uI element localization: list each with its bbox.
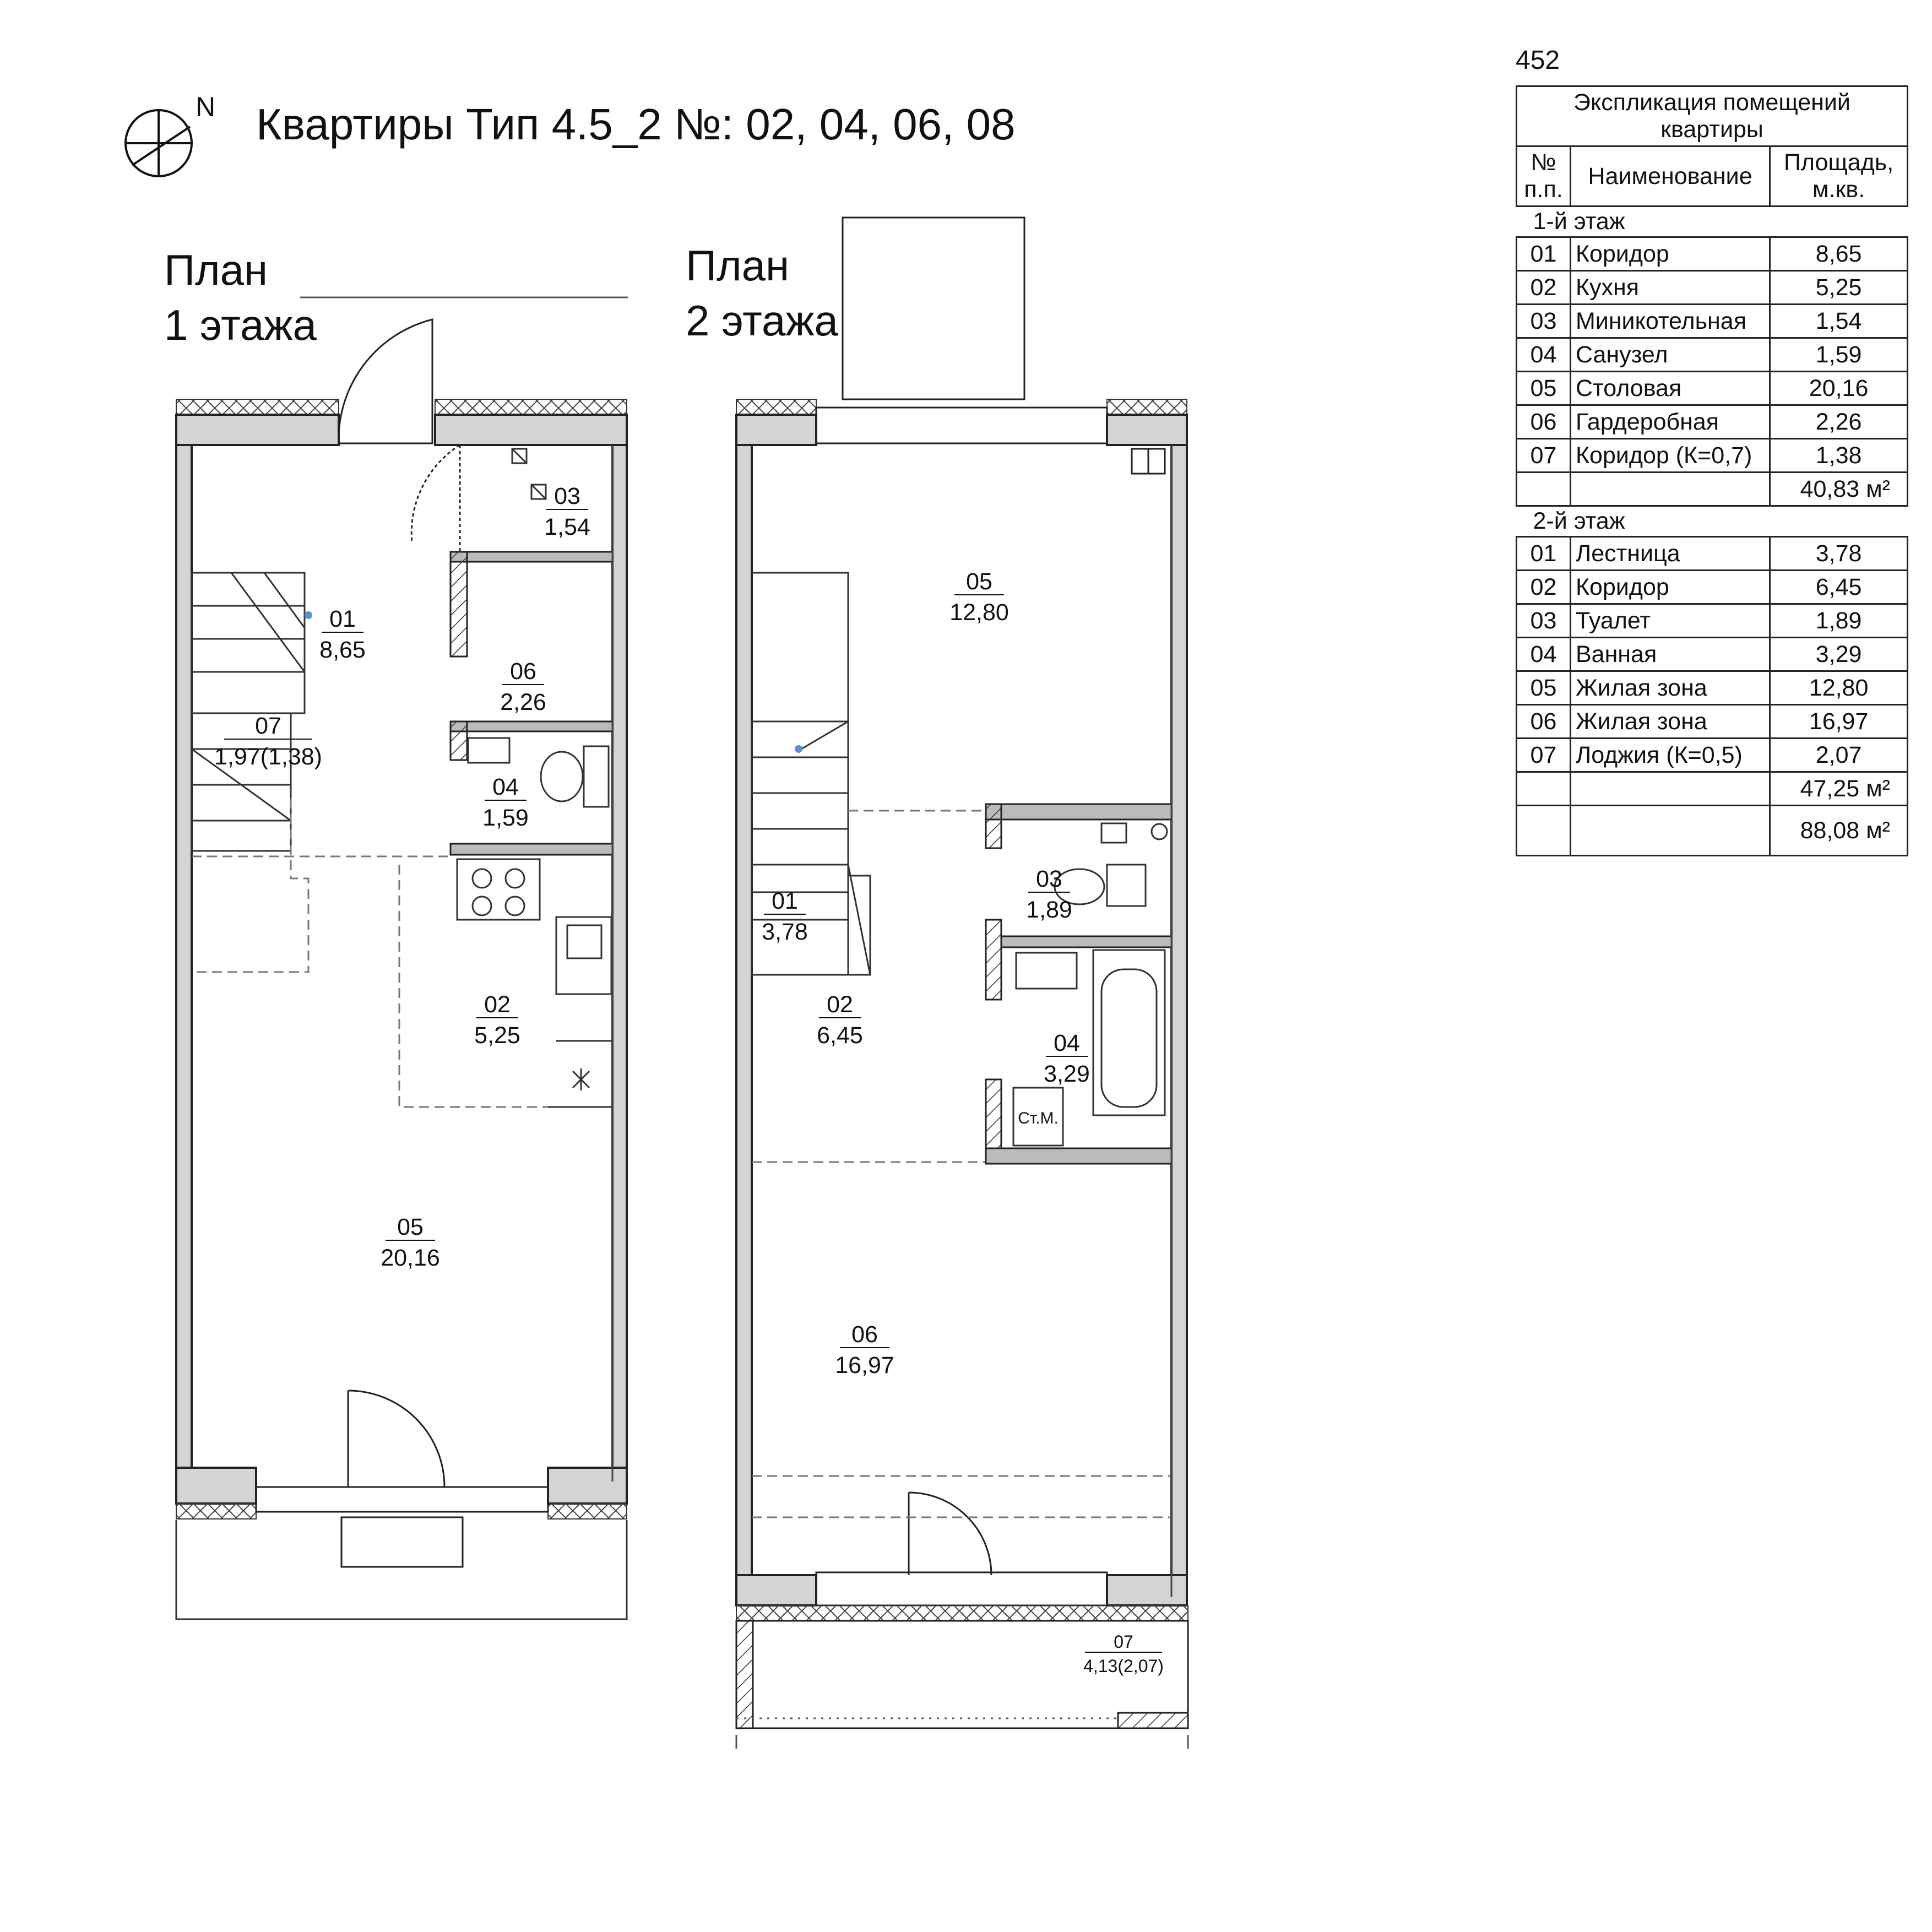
room-number: 07	[1114, 1632, 1133, 1652]
floor1-total-row	[1517, 473, 1908, 506]
room-label	[1083, 1632, 1164, 1676]
floor1-label-row	[1517, 207, 1908, 237]
cell-name: Лоджия (К=0,5)	[1570, 739, 1770, 772]
room-label	[1026, 866, 1072, 923]
room-label	[381, 1214, 440, 1271]
room-label	[835, 1321, 894, 1379]
floor2-plan	[736, 218, 1188, 1749]
cell-area: 1,38	[1770, 439, 1908, 473]
plan2-caption	[686, 238, 838, 348]
room-number: 06	[851, 1321, 878, 1348]
cell-area: 6,45	[1770, 571, 1908, 604]
cell-name: Столовая	[1570, 372, 1770, 405]
room-area: 12,80	[949, 599, 1009, 626]
room-number: 02	[827, 991, 853, 1018]
room-label	[544, 483, 590, 540]
table-row	[1517, 372, 1908, 405]
table-row	[1517, 305, 1908, 338]
table-caption: Экспликация помещений квартиры	[1517, 86, 1908, 146]
cell-area: 3,29	[1770, 638, 1908, 671]
room-number: 07	[255, 713, 281, 739]
room-area: 20,16	[381, 1245, 440, 1271]
table-row	[1517, 271, 1908, 305]
cell-name: Туалет	[1570, 604, 1770, 638]
table-row	[1517, 638, 1908, 671]
cell-num: 01	[1517, 237, 1571, 271]
cell-num: 04	[1517, 638, 1571, 671]
room-area: 1,54	[544, 514, 590, 540]
room-number: 01	[772, 888, 798, 914]
cell-name: Ванная	[1570, 638, 1770, 671]
floor2-total-row	[1517, 772, 1908, 806]
north-label: N	[196, 91, 216, 122]
cell-area: 20,16	[1770, 372, 1908, 405]
cell-num: 03	[1517, 604, 1571, 638]
cell-num: 05	[1517, 372, 1571, 405]
cell-area: 1,54	[1770, 305, 1908, 338]
room-schedule-table	[1516, 85, 1908, 856]
washing-machine-label: Ст.М.	[1018, 1109, 1059, 1127]
room-number: 04	[1054, 1030, 1080, 1056]
cell-num: 02	[1517, 271, 1571, 305]
plan1-line1: План	[164, 246, 268, 294]
room-area: 4,13(2,07)	[1083, 1656, 1164, 1676]
cell-name: Санузел	[1570, 338, 1770, 372]
cell-num: 03	[1517, 305, 1571, 338]
sheet-number: 452	[1516, 46, 1560, 75]
room-label	[1044, 1030, 1090, 1087]
cell-name: Гардеробная	[1570, 405, 1770, 439]
table-row	[1517, 237, 1908, 271]
room-number: 03	[1036, 866, 1062, 892]
cell-area: 2,07	[1770, 739, 1908, 772]
table-row	[1517, 338, 1908, 372]
room-label	[762, 888, 808, 945]
table-row	[1517, 604, 1908, 638]
room-area: 1,89	[1026, 897, 1072, 923]
table-row	[1517, 571, 1908, 604]
room-number: 05	[397, 1214, 424, 1240]
grand-total-row	[1517, 806, 1908, 856]
cell-num: 02	[1517, 571, 1571, 604]
room-area: 1,59	[482, 805, 529, 831]
plan1-line2: 1 этажа	[164, 301, 317, 349]
cell-area: 2,26	[1770, 405, 1908, 439]
cell-num: 04	[1517, 338, 1571, 372]
cell-num: 07	[1517, 439, 1571, 473]
cell-num: 01	[1517, 537, 1571, 571]
floor2-total: 47,25 м²	[1770, 772, 1908, 806]
table-row	[1517, 405, 1908, 439]
cell-name: Жилая зона	[1570, 705, 1770, 739]
header-num: № п.п.	[1517, 146, 1571, 207]
plan2-line1: План	[686, 241, 790, 290]
room-number: 01	[329, 606, 356, 632]
cell-num: 07	[1517, 739, 1571, 772]
cell-area: 1,89	[1770, 604, 1908, 638]
floor2-label-row	[1517, 506, 1908, 537]
table-row	[1517, 537, 1908, 571]
header-name: Наименование	[1570, 146, 1770, 207]
plan2-line2: 2 этажа	[686, 296, 838, 345]
room-number: 02	[484, 991, 511, 1018]
cell-name: Миникотельная	[1570, 305, 1770, 338]
table-caption-row	[1517, 86, 1908, 146]
room-area: 3,29	[1044, 1061, 1090, 1087]
floor2-room-labels	[762, 568, 1164, 1676]
table-row	[1517, 439, 1908, 473]
north-arrow-icon	[126, 110, 192, 176]
room-area: 6,45	[817, 1022, 863, 1049]
cell-area: 12,80	[1770, 671, 1908, 705]
floor1-total: 40,83 м²	[1770, 473, 1908, 506]
table-row	[1517, 739, 1908, 772]
room-label	[214, 713, 322, 770]
table-row	[1517, 671, 1908, 705]
cell-area: 3,78	[1770, 537, 1908, 571]
room-number: 05	[966, 568, 992, 595]
room-area: 3,78	[762, 919, 808, 945]
cell-name: Жилая зона	[1570, 671, 1770, 705]
room-label	[949, 568, 1009, 626]
room-number: 03	[554, 483, 580, 509]
floor1-label: 1-й этаж	[1533, 208, 1625, 235]
cell-area: 16,97	[1770, 705, 1908, 739]
cell-area: 8,65	[1770, 237, 1908, 271]
room-number: 04	[492, 774, 519, 800]
cell-name: Кухня	[1570, 271, 1770, 305]
cell-num: 05	[1517, 671, 1571, 705]
room-area: 16,97	[835, 1352, 894, 1379]
floor1-room-labels	[214, 483, 590, 1271]
cell-name: Лестница	[1570, 537, 1770, 571]
header-area: Площадь, м.кв.	[1770, 146, 1908, 207]
table-row	[1517, 705, 1908, 739]
cell-area: 5,25	[1770, 271, 1908, 305]
room-label	[817, 991, 863, 1049]
plan1-caption	[164, 242, 317, 352]
cell-name: Коридор (К=0,7)	[1570, 439, 1770, 473]
cell-area: 1,59	[1770, 338, 1908, 372]
cell-name: Коридор	[1570, 237, 1770, 271]
cell-name: Коридор	[1570, 571, 1770, 604]
cell-num: 06	[1517, 405, 1571, 439]
table-header-row	[1517, 146, 1908, 207]
room-area: 2,26	[500, 689, 546, 715]
room-area: 1,97(1,38)	[214, 744, 323, 770]
room-label	[482, 774, 529, 831]
floor2-label: 2-й этаж	[1533, 508, 1625, 534]
room-area: 5,25	[474, 1022, 520, 1049]
cell-num: 06	[1517, 705, 1571, 739]
room-label	[474, 991, 520, 1049]
room-area: 8,65	[319, 637, 366, 663]
room-label	[319, 606, 366, 663]
page-title: Квартиры Тип 4.5_2 №: 02, 04, 06, 08	[256, 100, 1016, 149]
room-label	[500, 658, 546, 715]
grand-total: 88,08 м²	[1770, 806, 1908, 856]
room-number: 06	[510, 658, 536, 685]
